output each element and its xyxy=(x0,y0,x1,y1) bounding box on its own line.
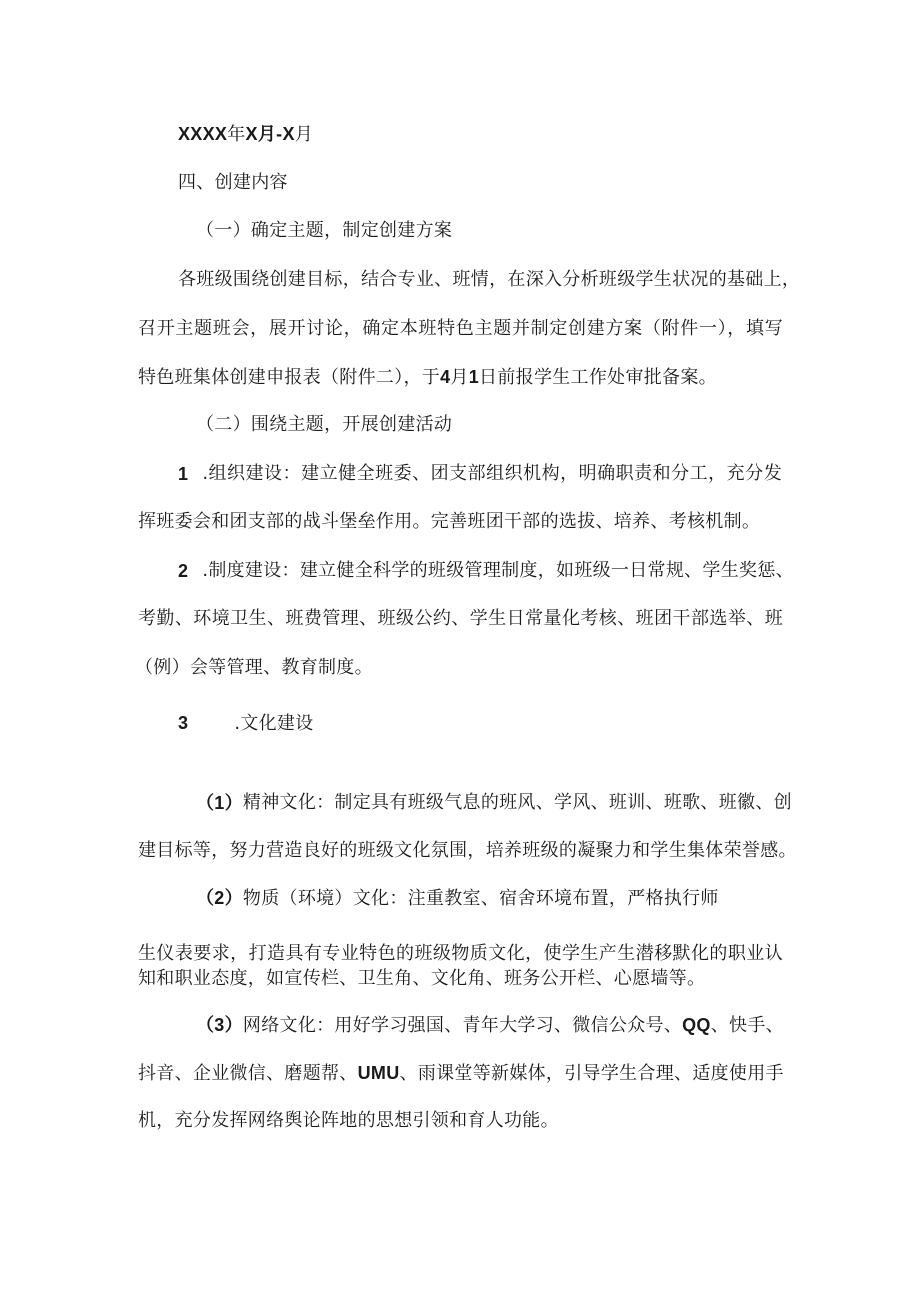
sub-item-2-number: （2） xyxy=(196,888,243,908)
month-start: X xyxy=(245,124,258,144)
sub-item-3-cont-a: 抖音、企业微信、磨题帮、 xyxy=(138,1063,358,1084)
year-char: 年 xyxy=(227,124,246,145)
sub-item-3-number: （3） xyxy=(196,1015,243,1035)
item-1-continuation: 挥班委会和团支部的战斗堡垒作用。完善班团干部的选拔、培养、考核机制。 xyxy=(138,511,761,532)
date-line xyxy=(178,122,313,147)
item-3-number: 3 xyxy=(178,713,189,733)
p1-day-num: 1 xyxy=(468,367,480,387)
item-1 xyxy=(178,462,782,486)
subsection-heading-1: （一）确定主题，制定创建方案 xyxy=(196,220,453,241)
sub-item-3 xyxy=(196,1013,782,1038)
sub-item-3-continuation-2: 机，充分发挥网络舆论阵地的思想引领和育人功能。 xyxy=(138,1110,559,1131)
sub-item-1 xyxy=(196,791,792,815)
subsection-heading-2: （二）围绕主题，开展创建活动 xyxy=(196,414,453,435)
p1-month-char: 月 xyxy=(450,367,469,388)
item-1-text: .组织建设：建立健全班委、团支部组织机构，明确职责和分工，充分发 xyxy=(202,463,782,484)
sub-item-2-continuation-2: 知和职业态度，如宣传栏、卫生角、文化角、班务公开栏、心愿墙等。 xyxy=(138,968,706,989)
month-char: 月 xyxy=(294,124,314,145)
qq-label: QQ xyxy=(682,1015,711,1035)
item-2-number: 2 xyxy=(178,561,189,581)
sub-item-3-continuation-1 xyxy=(138,1061,784,1086)
p1-text-a: 特色班集体创建申报表（附件二），于 xyxy=(138,367,441,388)
paragraph-1-line-1: 各班级围绕创建目标，结合专业、班情，在深入分析班级学生状况的基础上， xyxy=(178,269,801,290)
paragraph-1-line-3 xyxy=(138,365,717,390)
month-end: X xyxy=(282,124,295,144)
item-1-number: 1 xyxy=(178,464,189,484)
sub-item-1-number: （1） xyxy=(196,793,243,813)
sub-item-3-text-b: 、快手、 xyxy=(710,1015,784,1036)
sub-item-1-text: 精神文化：制定具有班级气息的班风、学风、班训、班歌、班徽、创 xyxy=(242,792,792,813)
paragraph-1-line-2: 召开主题班会，展开讨论，确定本班特色主题并制定创建方案（附件一），填写 xyxy=(138,318,783,339)
sub-item-2-text: 物质（环境）文化：注重教室、宿舍环境布置，严格执行师 xyxy=(242,888,719,909)
umu-label: UMU xyxy=(357,1063,400,1083)
item-2-text: .制度建设：建立健全科学的班级管理制度，如班级一日常规、学生奖惩、 xyxy=(202,560,794,581)
sub-item-1-continuation: 建目标等，努力营造良好的班级文化氛围，培养班级的凝聚力和学生集体荣誉感。 xyxy=(138,840,797,861)
section-heading-4: 四、创建内容 xyxy=(178,172,288,193)
p1-text-e: 日前报学生工作处审批备案。 xyxy=(479,367,717,388)
item-3 xyxy=(178,711,314,736)
month-dash: 月- xyxy=(257,124,283,144)
sub-item-3-text xyxy=(243,1013,784,1038)
p1-month-num: 4 xyxy=(440,367,451,387)
item-3-text: .文化建设 xyxy=(234,713,314,734)
item-2-continuation-2: （例）会等管理、教育制度。 xyxy=(135,657,373,678)
sub-item-3-cont-b: 、雨课堂等新媒体，引导学生合理、适度使用手 xyxy=(399,1063,784,1084)
year-placeholder: XXXX xyxy=(178,124,228,144)
sub-item-2-continuation-1: 生仪表要求，打造具有专业特色的班级物质文化，使学生产生潜移默化的职业认 xyxy=(138,943,783,964)
item-2-continuation-1: 考勤、环境卫生、班费管理、班级公约、学生日常量化考核、班团干部选举、班 xyxy=(138,608,783,629)
sub-item-3-text-a: 网络文化：用好学习强国、青年大学习、微信公众号、 xyxy=(242,1015,683,1036)
sub-item-2 xyxy=(196,886,719,911)
item-2 xyxy=(178,559,794,583)
